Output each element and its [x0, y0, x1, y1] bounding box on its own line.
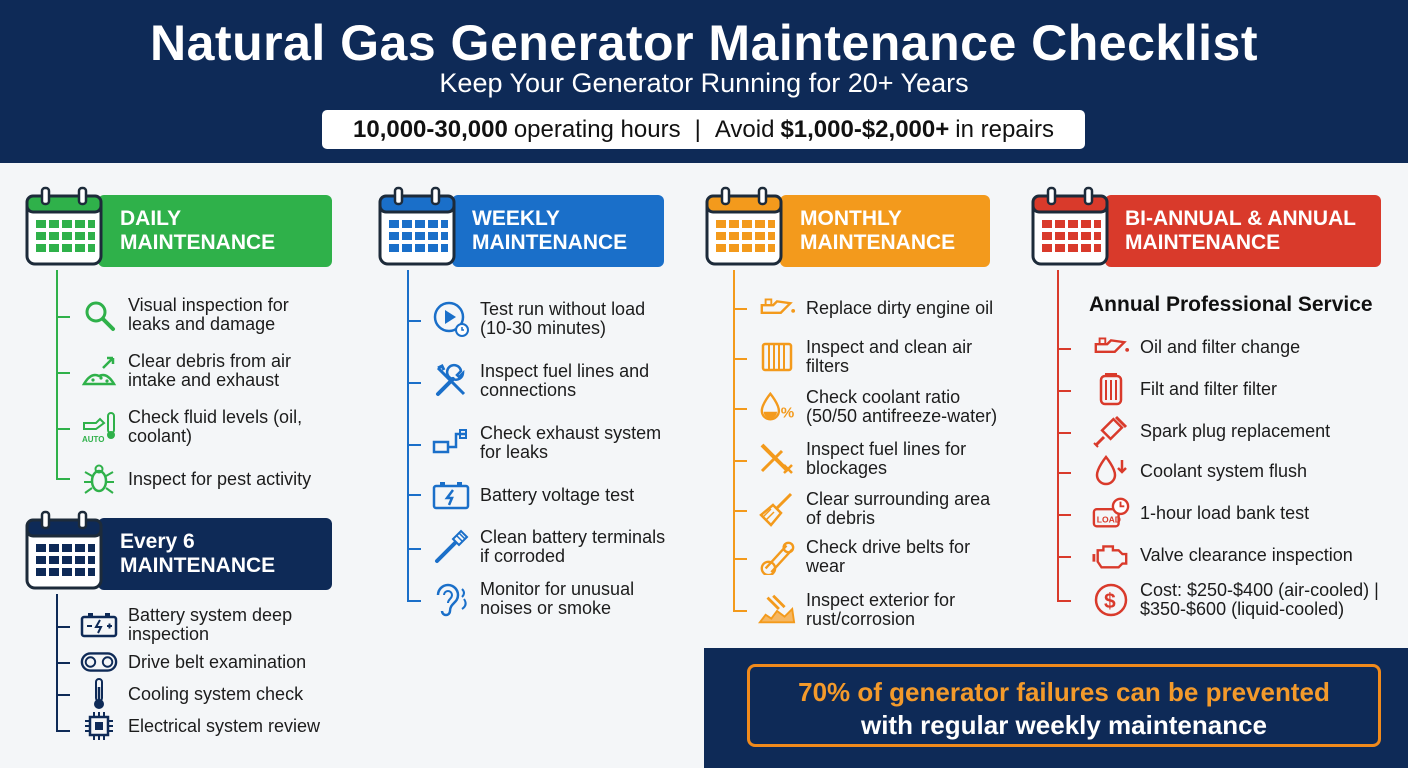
item-text: 1-hour load bank test — [1140, 502, 1310, 523]
weekly-item — [432, 476, 634, 514]
broom-icon — [758, 490, 796, 528]
item-text: Drive belt examination — [128, 651, 307, 672]
weekly-item — [432, 580, 634, 618]
item-text: leaks and damage — [128, 314, 276, 334]
item-text: Electrical system review — [128, 715, 321, 736]
six-month-item — [80, 606, 292, 644]
annual-section-title: Annual Professional Service — [1089, 293, 1373, 316]
item-text: wear — [806, 556, 846, 576]
item-text: coolant) — [128, 426, 193, 446]
item-text: for leaks — [480, 442, 549, 462]
item-text: Clear debris from air — [128, 351, 292, 371]
calendar-icon — [24, 186, 104, 268]
weekly-item — [432, 528, 665, 566]
tick — [1057, 514, 1071, 516]
tick — [733, 610, 747, 612]
item-text: (50/50 antifreeze-water) — [806, 406, 998, 426]
tick — [1057, 390, 1071, 392]
brush-icon — [432, 528, 470, 566]
annual-title-line2: MAINTENANCE — [1125, 231, 1281, 254]
fluid-level-icon — [80, 408, 118, 446]
item-text: $350-$600 (liquid-cooled) — [1140, 599, 1345, 619]
weekly-title-line2: MAINTENANCE — [472, 231, 628, 254]
tick — [733, 558, 747, 560]
callout-line1: 70% of generator failures can be prevented — [798, 677, 1330, 707]
tick — [1057, 472, 1071, 474]
dollar-icon — [1092, 581, 1130, 619]
item-text: filters — [806, 356, 850, 376]
coolant-drop-icon — [758, 388, 796, 426]
belt-icon — [758, 538, 796, 576]
tick — [733, 510, 747, 512]
six-title-line2: MAINTENANCE — [120, 554, 276, 577]
daily-item — [80, 352, 291, 390]
six-title-line1: Every 6 — [120, 530, 195, 553]
fuel-line-icon — [758, 440, 796, 478]
cost-value: $1,000-$2,000+ — [780, 115, 950, 143]
item-text: Coolant system flush — [1140, 460, 1308, 481]
avoid-label: Avoid — [714, 115, 775, 143]
daily-item — [80, 296, 289, 334]
item-text: Clear surrounding area — [806, 489, 991, 509]
item-text: connections — [480, 380, 577, 400]
item-text: noises or smoke — [480, 598, 612, 618]
item-text: Cost: $250-$400 (air-cooled) | — [1140, 580, 1379, 600]
load-bank-icon — [1092, 494, 1130, 532]
item-text: Inspect fuel lines for — [806, 439, 967, 459]
item-text: Replace dirty engine oil — [806, 297, 994, 318]
engine-icon — [1092, 536, 1130, 574]
page-subtitle: Keep Your Generator Running for 20+ Years — [439, 68, 969, 98]
item-text: inspection — [128, 624, 210, 644]
monthly-item — [758, 490, 990, 528]
rust-icon — [758, 591, 796, 629]
item-text: Filt and filter filter — [1140, 378, 1278, 399]
ear-icon — [432, 580, 470, 618]
annual-item — [1092, 452, 1307, 490]
annual-item — [1092, 412, 1330, 450]
air-filter-icon — [758, 338, 796, 376]
weekly-item — [432, 424, 661, 462]
battery-icon — [80, 606, 118, 644]
tick — [733, 308, 747, 310]
item-text: Cooling system check — [128, 683, 304, 704]
item-text: Clean battery terminals — [480, 527, 666, 547]
item-text: Oil and filter change — [1140, 336, 1301, 357]
item-text: Test run without load — [480, 299, 646, 319]
tick — [56, 694, 70, 696]
magnifier-icon — [80, 296, 118, 334]
calendar-icon — [24, 510, 104, 592]
tick — [407, 600, 421, 602]
tick — [56, 372, 70, 374]
item-text: rust/corrosion — [806, 609, 916, 629]
item-text: intake and exhaust — [128, 370, 280, 390]
tick — [407, 444, 421, 446]
battery-bolt-icon — [432, 476, 470, 514]
svg-text:AUTO: AUTO — [82, 435, 105, 444]
svg-text:$: $ — [1104, 590, 1116, 613]
item-text: Inspect fuel lines and — [480, 361, 650, 381]
tick — [56, 626, 70, 628]
daily-title-line2: MAINTENANCE — [120, 231, 276, 254]
monthly-title-line1: MONTHLY — [800, 207, 902, 230]
cost-label: in repairs — [955, 115, 1054, 143]
oil-can-icon — [758, 289, 796, 327]
play-timer-icon — [432, 300, 470, 338]
chip-icon — [80, 707, 118, 745]
item-text: Battery system deep — [128, 605, 293, 625]
monthly-item — [758, 289, 993, 327]
annual-banner — [1105, 195, 1381, 267]
tick — [56, 662, 70, 664]
bug-icon — [80, 460, 118, 498]
tick — [407, 382, 421, 384]
tick — [407, 548, 421, 550]
item-text: Check drive belts for — [806, 537, 971, 557]
tick — [1057, 556, 1071, 558]
item-text: Inspect exterior for — [806, 590, 956, 610]
monthly-item — [758, 388, 997, 426]
weekly-item — [432, 362, 649, 400]
tick — [56, 428, 70, 430]
monthly-timeline — [733, 270, 735, 612]
item-text: Check coolant ratio — [806, 387, 961, 407]
header-banner — [0, 0, 1408, 163]
stats-pill — [322, 110, 1085, 149]
annual-item — [1092, 494, 1309, 532]
daily-item — [80, 408, 302, 446]
weekly-banner — [452, 195, 664, 267]
item-text: Monitor for unusual — [480, 579, 635, 599]
tick — [56, 478, 70, 480]
tools-icon — [432, 362, 470, 400]
page-title: Natural Gas Generator Maintenance Checklist — [150, 15, 1258, 71]
six-month-banner — [98, 518, 332, 590]
tick — [407, 494, 421, 496]
calendar-icon — [1030, 186, 1110, 268]
tick — [56, 316, 70, 318]
tick — [56, 730, 70, 732]
svg-text:LOAD: LOAD — [1096, 514, 1121, 525]
tick — [733, 460, 747, 462]
svg-text:%: % — [780, 404, 795, 422]
item-text: Spark plug replacement — [1140, 420, 1331, 441]
item-text: Visual inspection for — [128, 295, 289, 315]
calendar-icon — [704, 186, 784, 268]
tick — [1057, 348, 1071, 350]
annual-item — [1092, 328, 1300, 366]
exhaust-pipe-icon — [432, 424, 470, 462]
monthly-title-line2: MAINTENANCE — [800, 231, 956, 254]
calendar-icon — [377, 186, 457, 268]
annual-item — [1092, 370, 1277, 408]
item-text: Check exhaust system — [480, 423, 662, 443]
monthly-banner — [780, 195, 990, 267]
daily-title-line1: DAILY — [120, 207, 182, 230]
item-text: Valve clearance inspection — [1140, 544, 1353, 565]
daily-banner — [98, 195, 332, 267]
tick — [1057, 432, 1071, 434]
daily-item — [80, 460, 311, 498]
hours-value: 10,000-30,000 — [353, 115, 508, 143]
tick — [733, 408, 747, 410]
debris-icon — [80, 352, 118, 390]
item-text: blockages — [806, 458, 888, 478]
annual-item — [1092, 581, 1379, 619]
six-month-item — [80, 707, 320, 745]
monthly-item — [758, 440, 966, 478]
item-text: Inspect and clean air — [806, 337, 973, 357]
stat-callout — [747, 664, 1381, 747]
item-text: (10-30 minutes) — [480, 318, 607, 338]
spark-plug-icon — [1092, 412, 1130, 450]
hours-label: operating hours — [513, 115, 681, 143]
item-text: Battery voltage test — [480, 484, 635, 505]
item-text: of debris — [806, 508, 876, 528]
weekly-item — [432, 300, 645, 338]
callout-line2: with regular weekly maintenance — [860, 710, 1268, 740]
monthly-item — [758, 538, 970, 576]
annual-timeline — [1057, 270, 1059, 602]
annual-title-line1: BI-ANNUAL & ANNUAL — [1125, 207, 1356, 230]
pill-separator: | — [694, 115, 701, 143]
item-text: Inspect for pest activity — [128, 468, 312, 489]
annual-item — [1092, 536, 1353, 574]
oil-can-icon — [1092, 328, 1130, 366]
daily-timeline — [56, 270, 58, 480]
tick — [1057, 600, 1071, 602]
monthly-item — [758, 591, 955, 629]
item-text: if corroded — [480, 546, 566, 566]
item-text: Check fluid levels (oil, — [128, 407, 303, 427]
weekly-title-line1: WEEKLY — [472, 207, 560, 230]
oil-filter-icon — [1092, 370, 1130, 408]
tick — [733, 358, 747, 360]
tick — [407, 320, 421, 322]
coolant-flush-icon — [1092, 452, 1130, 490]
monthly-item — [758, 338, 972, 376]
